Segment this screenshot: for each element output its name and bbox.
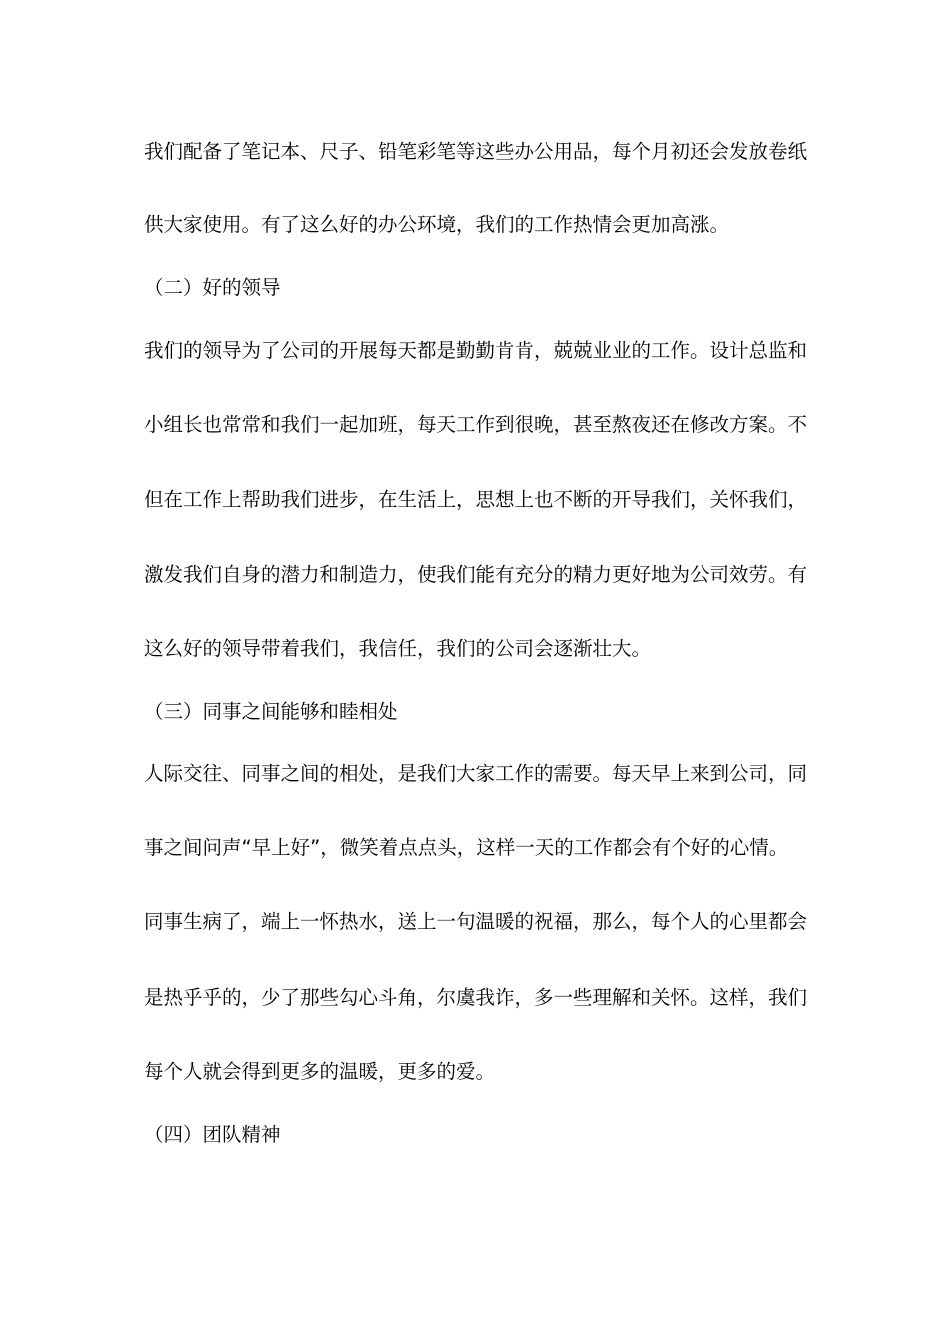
paragraph-line: 供大家使用。有了这么好的办公环境，我们的工作热情会更加高涨。 bbox=[144, 213, 730, 236]
paragraph-line: 事之间问声“早上好”，微笑着点点头，这样一天的工作都会有个好的心情。 bbox=[144, 836, 789, 859]
paragraph-line: 但在工作上帮助我们进步，在生活上，思想上也不断的开导我们，关怀我们， bbox=[144, 488, 808, 511]
section-heading: （四）团队精神 bbox=[144, 1123, 281, 1146]
paragraph-line: 小组长也常常和我们一起加班，每天工作到很晚，甚至熬夜还在修改方案。不 bbox=[144, 413, 808, 436]
paragraph-line: 同事生病了，端上一怀热水，送上一句温暖的祝福，那么，每个人的心里都会 bbox=[144, 910, 808, 933]
paragraph-line: 激发我们自身的潜力和制造力，使我们能有充分的精力更好地为公司效劳。有 bbox=[144, 563, 808, 586]
section-heading: （二）好的领导 bbox=[144, 276, 281, 299]
paragraph-line: 我们的领导为了公司的开展每天都是勤勤肯肯，兢兢业业的工作。设计总监和 bbox=[144, 339, 808, 362]
paragraph-line: 我们配备了笔记本、尺子、铅笔彩笔等这些办公用品，每个月初还会发放卷纸 bbox=[144, 140, 808, 163]
paragraph-line: 是热乎乎的，少了那些勾心斗角，尔虞我诈，多一些理解和关怀。这样，我们 bbox=[144, 986, 808, 1009]
paragraph-line: 这么好的领导带着我们，我信任，我们的公司会逐渐壮大。 bbox=[144, 637, 652, 660]
section-heading: （三）同事之间能够和睦相处 bbox=[144, 700, 398, 723]
paragraph-line: 每个人就会得到更多的温暖，更多的爱。 bbox=[144, 1060, 496, 1083]
paragraph-line: 人际交往、同事之间的相处，是我们大家工作的需要。每天早上来到公司，同 bbox=[144, 762, 808, 785]
